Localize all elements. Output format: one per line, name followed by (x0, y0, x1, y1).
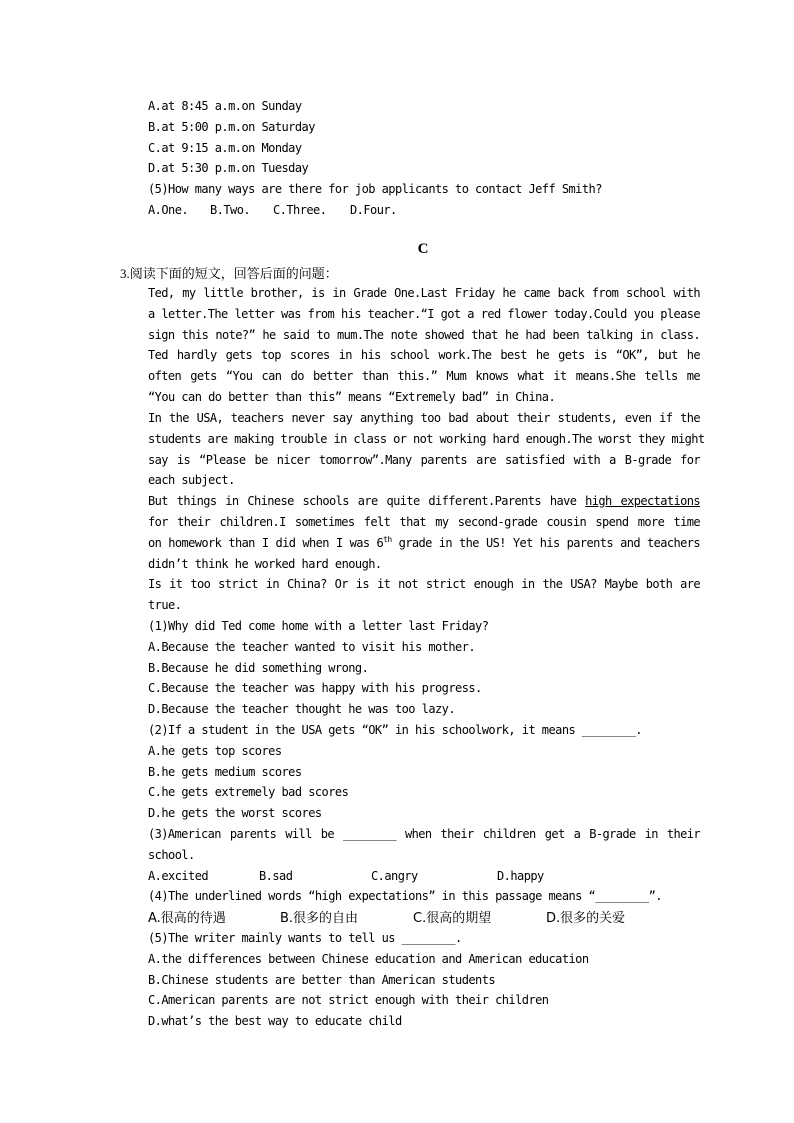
prev-q5-option-d: D.Four. (350, 203, 397, 217)
q3-option-d: D.happy (497, 869, 544, 883)
passage-p2-line-2: students are making trouble in class or not working hard enough.The worst they might (148, 432, 705, 446)
passage-p4-line-1: Is it too strict in China? Or is it not strict enough in the USA? Maybe both are (148, 577, 700, 591)
passage-p3-line-2: for their children.I sometimes felt that my second-grade cousin spend more time (148, 515, 700, 529)
q1-option-a: A.Because the teacher wanted to visit his mother. (148, 640, 476, 654)
q1-option-c: C.Because the teacher was happy with his progress. (148, 681, 482, 695)
passage-p3-line-3-post: grade in the US! Yet his parents and teachers (391, 536, 700, 550)
prev-q4-option-d: D.at 5:30 p.m.on Tuesday (148, 161, 309, 175)
q5-stem: (5)The writer mainly wants to tell us ________. (148, 931, 462, 945)
q4-stem: (4)The underlined words “high expectations” in this passage means “________”. (148, 889, 662, 903)
section-heading: C (417, 241, 429, 257)
q5-option-c: C.American parents are not strict enough with their children (148, 993, 549, 1007)
passage-p3-line-4: didn’t think he worked hard enough. (148, 557, 382, 571)
ordinal-superscript: th (383, 535, 392, 544)
passage-p2-line-4: each subject. (148, 473, 235, 487)
q4-option-a: A.很高的待遇 (148, 911, 226, 926)
passage-p1-line-5: often gets “You can do better than this.” Mum knows what it means.She tells me (148, 369, 700, 383)
passage-p1-line-6: “You can do better than this” means “Extremely bad” in China. (148, 390, 556, 404)
q2-option-c: C.he gets extremely bad scores (148, 785, 349, 799)
q5-option-a: A.the differences between Chinese education and American education (148, 952, 589, 966)
q2-stem: (2)If a student in the USA gets “OK” in his schoolwork, it means ________. (148, 723, 642, 737)
q5-option-b: B.Chinese students are better than American students (148, 973, 496, 987)
passage-p3-line-1 (148, 493, 700, 509)
q5-option-d: D.what’s the best way to educate child (148, 1014, 402, 1028)
passage-p4-line-2: true. (148, 598, 182, 612)
q3-option-a: A.excited (148, 869, 209, 883)
section-instruction: 3.阅读下面的短文，回答后面的问题： (120, 266, 338, 281)
q2-option-a: A.he gets top scores (148, 744, 282, 758)
q3-stem-line-2: school. (148, 848, 195, 862)
q4-option-b: B.很多的自由 (280, 911, 359, 926)
prev-q4-option-a: A.at 8:45 a.m.on Sunday (148, 99, 302, 113)
passage-p1-line-4: Ted hardly gets top scores in his school work.The best he gets is “OK”, but he (148, 348, 700, 362)
passage-p2-line-3: say is “Please be nicer tomorrow”.Many parents are satisfied with a B-grade for (148, 453, 700, 467)
q2-option-b: B.he gets medium scores (148, 765, 302, 779)
prev-q4-option-c: C.at 9:15 a.m.on Monday (148, 141, 302, 155)
q4-option-d: D.很多的关爱 (546, 911, 626, 926)
passage-p1-line-3: sign this note?” he said to mum.The note showed that he had been talking in class. (148, 328, 700, 342)
q1-option-b: B.Because he did something wrong. (148, 661, 369, 675)
q2-option-d: D.he gets the worst scores (148, 806, 322, 820)
prev-q5-option-c: C.Three. (273, 203, 327, 217)
passage-p3-line-3-pre: on homework than I did when I was 6 (148, 536, 384, 550)
q3-option-b: B.sad (259, 869, 293, 883)
prev-q5-option-a: A.One. (148, 203, 189, 217)
prev-q5-stem: (5)How many ways are there for job applicants to contact Jeff Smith? (148, 182, 602, 196)
passage-p3-line-1-text: But things in Chinese schools are quite different.Parents have (148, 494, 586, 508)
q1-option-d: D.Because the teacher thought he was too lazy. (148, 702, 456, 716)
q1-stem: (1)Why did Ted come home with a letter last Friday? (148, 619, 489, 633)
q3-option-c: C.angry (371, 869, 418, 883)
prev-q5-option-b: B.Two. (210, 203, 251, 217)
prev-q4-option-b: B.at 5:00 p.m.on Saturday (148, 120, 315, 134)
passage-p1-line-2: a letter.The letter was from his teacher.“I got a red flower today.Could you please (148, 307, 700, 321)
passage-p1-line-1: Ted, my little brother, is in Grade One.Last Friday he came back from school with (148, 286, 700, 300)
q3-stem-line-1: (3)American parents will be ________ when their children get a B-grade in their (148, 827, 700, 841)
passage-p3-line-3 (148, 535, 700, 551)
passage-p2-line-1: In the USA, teachers never say anything too bad about their students, even if the (148, 411, 700, 425)
underlined-phrase: high expectations (585, 494, 700, 508)
q4-option-c: C.很高的期望 (413, 911, 492, 926)
